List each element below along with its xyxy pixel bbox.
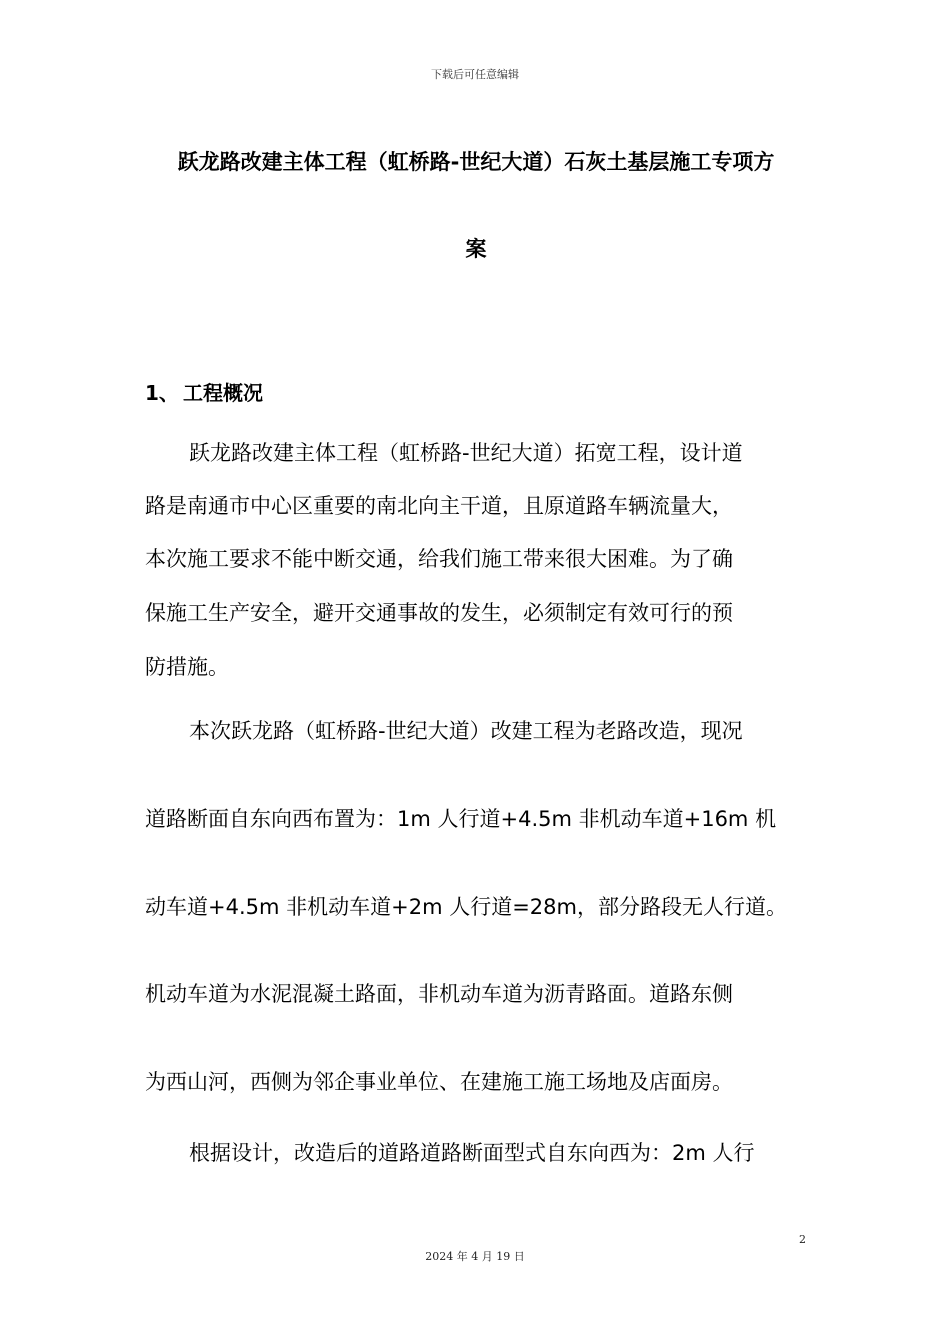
paragraph-line: 路是南通市中心区重要的南北向主干道，且原道路车辆流量大， [145,494,733,518]
document-title-line-1: 跃龙路改建主体工程（虹桥路-世纪大道）石灰土基层施工专项方 [177,150,775,174]
paragraph-line: 为西山河，西侧为邻企事业单位、在建施工施工场地及店面房。 [145,1070,733,1094]
page-number: 2 [799,1233,806,1246]
paragraph-line: 道路断面自东向西布置为：1m 人行道+4.5m 非机动车道+16m 机 [145,807,777,831]
paragraph-line: 机动车道为水泥混凝土路面，非机动车道为沥青路面。道路东侧 [145,982,733,1006]
paragraph-line: 跃龙路改建主体工程（虹桥路-世纪大道）拓宽工程，设计道 [189,441,743,465]
paragraph-line: 动车道+4.5m 非机动车道+2m 人行道=28m，部分路段无人行道。 [145,895,787,919]
paragraph-line: 本次施工要求不能中断交通，给我们施工带来很大困难。为了确 [145,547,733,571]
page-header: 下载后可任意编辑 [431,68,519,81]
paragraph-line: 本次跃龙路（虹桥路-世纪大道）改建工程为老路改造，现况 [189,719,743,743]
page-footer-date: 2024 年 4 月 19 日 [425,1250,525,1263]
paragraph-line: 防措施。 [145,655,229,679]
document-title-line-2: 案 [465,237,487,261]
section-heading [145,377,263,406]
section-title: 工程概况 [183,381,263,405]
paragraph-line: 根据设计，改造后的道路道路断面型式自东向西为：2m 人行 [189,1141,755,1165]
section-number: 1、 [145,381,179,405]
paragraph-line: 保施工生产安全，避开交通事故的发生，必须制定有效可行的预 [145,601,733,625]
